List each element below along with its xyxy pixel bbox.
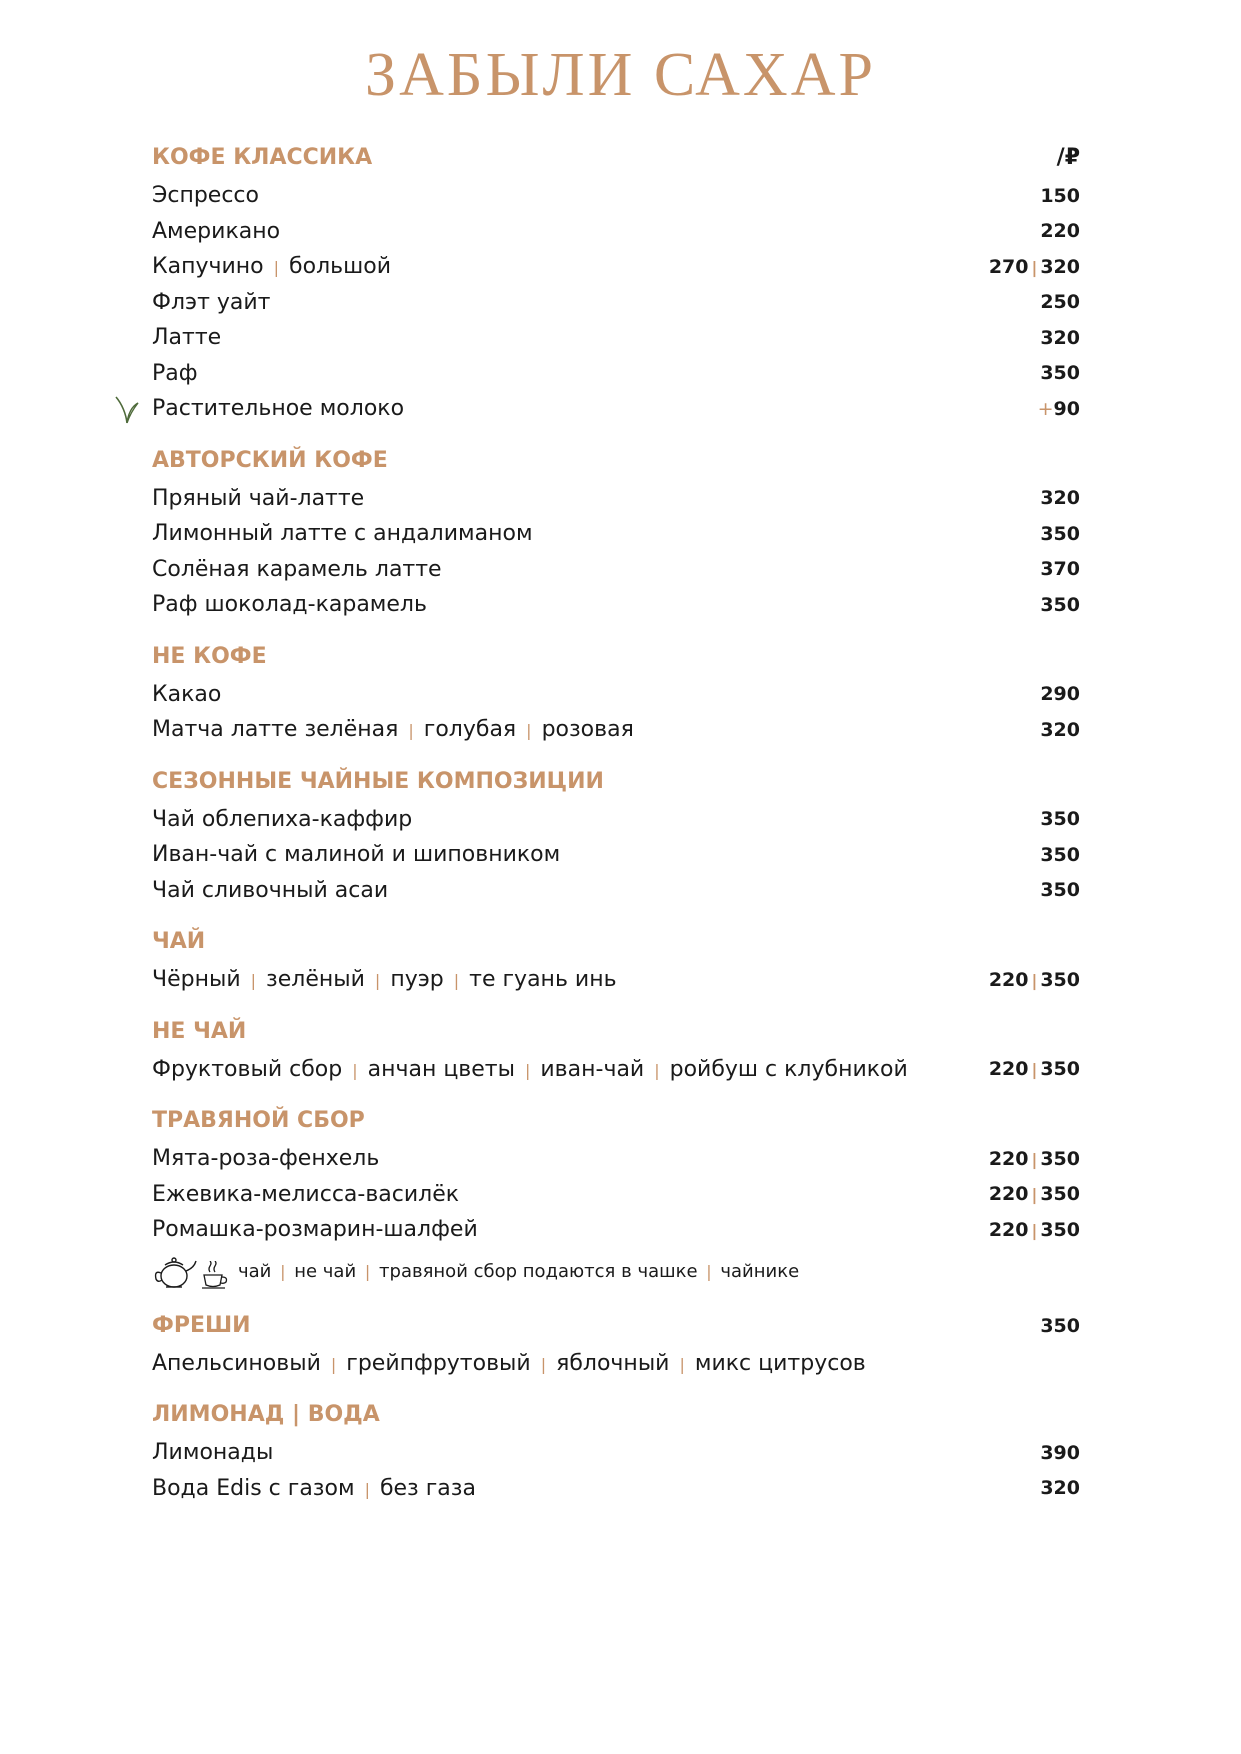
item-name: Матча латте зелёная | голубая | розовая bbox=[152, 717, 634, 743]
plus-sign: + bbox=[1037, 397, 1054, 420]
menu-item bbox=[152, 552, 1080, 588]
menu-item bbox=[152, 712, 1080, 748]
menu-item bbox=[152, 516, 1080, 552]
section-title: ЧАЙ bbox=[152, 929, 206, 954]
item-name: Чай облепиха-каффир bbox=[152, 806, 413, 832]
note-text: чай | не чай | травяной сбор подаются в чашке | чайнике bbox=[238, 1261, 800, 1282]
item-name: Апельсиновый | грейпфрутовый | яблочный | микс цитрусов bbox=[152, 1350, 866, 1376]
item-name: Эспрессо bbox=[152, 183, 259, 209]
section-header-lemonade bbox=[152, 1395, 1080, 1435]
item-price: 350 bbox=[1040, 593, 1080, 616]
item-price: 220 | 350 bbox=[988, 1183, 1080, 1206]
menu-item bbox=[152, 214, 1080, 250]
menu-title: ЗАБЫЛИ САХАР bbox=[365, 41, 876, 109]
menu-item bbox=[152, 1212, 1080, 1248]
section-title: НЕ КОФЕ bbox=[152, 643, 267, 669]
item-name: Ежевика-мелисса-василёк bbox=[152, 1181, 460, 1207]
item-name: Лимонады bbox=[152, 1440, 274, 1466]
item-name: Какао bbox=[152, 681, 222, 707]
menu-item bbox=[152, 391, 1080, 427]
item-price: 350 bbox=[1040, 879, 1080, 902]
section-title: ФРЕШИ bbox=[152, 1312, 251, 1338]
item-name: Раф bbox=[152, 360, 198, 386]
item-price: 220 | 350 bbox=[988, 1058, 1080, 1081]
item-name: Капучино | большой bbox=[152, 254, 391, 280]
item-name: Ромашка-розмарин-шалфей bbox=[152, 1217, 478, 1243]
section-header-seasonal bbox=[152, 762, 1080, 802]
item-price: 250 bbox=[1040, 291, 1080, 314]
item-price: 350 bbox=[1040, 843, 1080, 866]
menu-item bbox=[152, 1435, 1080, 1471]
item-name: Лимонный латте с андалиманом bbox=[152, 521, 533, 547]
item-price: 320 bbox=[1040, 326, 1080, 349]
item-price: 220 | 350 bbox=[988, 968, 1080, 991]
item-price: 320 bbox=[1040, 487, 1080, 510]
item-price: 350 bbox=[1040, 808, 1080, 831]
menu-item bbox=[152, 1346, 1080, 1382]
section-header-notcoffee bbox=[152, 637, 1080, 677]
serving-note bbox=[152, 1252, 1080, 1292]
section-title: ТРАВЯНОЙ СБОР bbox=[152, 1108, 365, 1133]
item-price: 370 bbox=[1040, 558, 1080, 581]
item-name: Растительное молоко bbox=[152, 396, 405, 422]
menu-item bbox=[152, 802, 1080, 838]
menu-item bbox=[152, 1141, 1080, 1177]
item-price: 220 bbox=[1040, 220, 1080, 243]
section-price: 350 bbox=[1040, 1314, 1080, 1337]
item-price: 350 bbox=[1040, 362, 1080, 385]
item-name: Чай сливочный асаи bbox=[152, 877, 389, 903]
item-price: 390 bbox=[1040, 1441, 1080, 1464]
menu-item bbox=[152, 320, 1080, 356]
item-price: 290 bbox=[1040, 683, 1080, 706]
menu-item bbox=[152, 587, 1080, 623]
section-header-nottea bbox=[152, 1012, 1080, 1052]
item-name: Раф шоколад-карамель bbox=[152, 592, 427, 618]
item-name: Латте bbox=[152, 325, 222, 351]
section-title: АВТОРСКИЙ КОФЕ bbox=[152, 447, 388, 473]
item-name: Чёрный | зелёный | пуэр | те гуань инь bbox=[152, 967, 617, 993]
section-title: НЕ ЧАЙ bbox=[152, 1018, 247, 1044]
item-price: 270 | 320 bbox=[988, 255, 1080, 278]
item-name: Фруктовый сбор | анчан цветы | иван-чай | ройбуш с клубникой bbox=[152, 1056, 908, 1082]
cup-icon bbox=[200, 1261, 230, 1291]
menu-item bbox=[152, 249, 1080, 285]
item-name: Пряный чай-латте bbox=[152, 485, 365, 511]
item-price: +90 bbox=[1037, 397, 1080, 420]
section-header-fresh bbox=[152, 1306, 1080, 1346]
menu-content bbox=[152, 138, 1080, 1506]
item-name: Мята-роза-фенхель bbox=[152, 1146, 380, 1172]
section-header-herbal bbox=[152, 1101, 1080, 1141]
item-price: 150 bbox=[1040, 184, 1080, 207]
section-title: КОФЕ КЛАССИКА bbox=[152, 145, 373, 170]
item-price: 220 | 350 bbox=[988, 1147, 1080, 1170]
menu-item bbox=[152, 285, 1080, 321]
menu-item bbox=[152, 178, 1080, 214]
menu-item bbox=[152, 481, 1080, 517]
item-name: Вода Edis с газом | без газа bbox=[152, 1475, 476, 1501]
leaf-icon bbox=[114, 394, 140, 424]
item-name: Флэт уайт bbox=[152, 289, 271, 315]
item-price: 350 bbox=[1040, 522, 1080, 545]
item-price: 320 bbox=[1040, 1477, 1080, 1500]
menu-item bbox=[152, 677, 1080, 713]
item-name: Солёная карамель латте bbox=[152, 556, 442, 582]
section-title: ЛИМОНАД | ВОДА bbox=[152, 1402, 380, 1427]
section-header-coffee bbox=[152, 138, 1080, 178]
menu-item bbox=[152, 873, 1080, 909]
section-header-author bbox=[152, 441, 1080, 481]
menu-item bbox=[152, 1471, 1080, 1507]
menu-item bbox=[152, 356, 1080, 392]
menu-item bbox=[152, 1177, 1080, 1213]
teapot-icon bbox=[152, 1253, 200, 1291]
item-price: 320 bbox=[1040, 718, 1080, 741]
item-price: 220 | 350 bbox=[988, 1218, 1080, 1241]
menu-item bbox=[152, 1052, 1080, 1088]
currency-unit: /₽ bbox=[1056, 145, 1080, 170]
item-name: Американо bbox=[152, 218, 281, 244]
menu-item bbox=[152, 837, 1080, 873]
section-title: СЕЗОННЫЕ ЧАЙНЫЕ КОМПОЗИЦИИ bbox=[152, 768, 604, 794]
item-name: Иван-чай с малиной и шиповником bbox=[152, 842, 561, 868]
menu-item bbox=[152, 962, 1080, 998]
section-header-tea bbox=[152, 922, 1080, 962]
